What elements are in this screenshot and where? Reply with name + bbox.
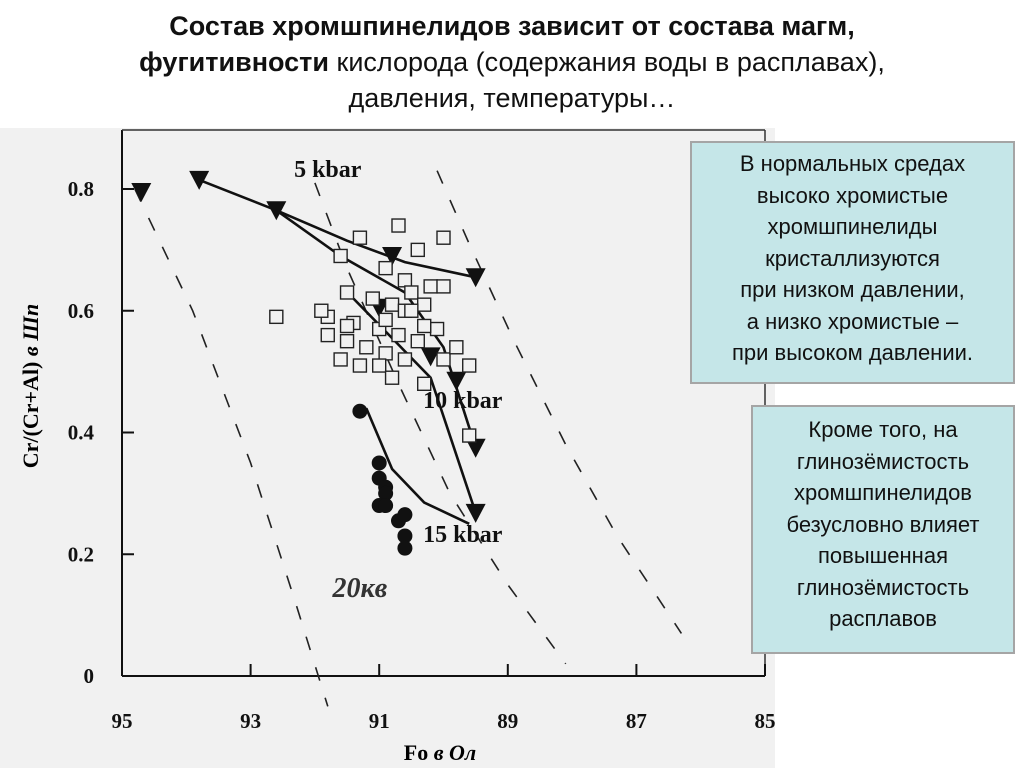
square-point — [341, 319, 354, 332]
square-point — [437, 353, 450, 366]
callout-2-line: повышенная — [818, 543, 948, 568]
square-point — [398, 353, 411, 366]
callout-1-line: кристаллизуются — [765, 245, 940, 271]
square-point — [386, 298, 399, 311]
callout-2-line: глинозёмистость — [796, 448, 970, 474]
callout-2-line: глинозёмистость — [796, 574, 970, 600]
square-point — [437, 280, 450, 293]
callout-1-line: В нормальных средах — [739, 151, 966, 176]
square-point — [315, 304, 328, 317]
triangle-point — [131, 183, 151, 202]
annotation-label: 5 kbar — [294, 156, 362, 183]
circle-point — [378, 498, 393, 513]
triangle-point — [266, 201, 286, 220]
y-tick-label: 0.8 — [67, 177, 94, 201]
square-point — [341, 335, 354, 348]
chart — [0, 128, 775, 768]
square-point — [334, 249, 347, 262]
x-axis-label — [404, 740, 476, 765]
square-point — [431, 323, 444, 336]
square-point — [411, 243, 424, 256]
dashed-isolines — [135, 171, 682, 707]
y-axis-label-suffix: в Шп — [18, 303, 43, 357]
x-tick-label: 85 — [754, 709, 775, 733]
callout-alumina — [751, 405, 1015, 654]
title-line-2: фугитивности кислорода (содержания воды в расплавах), — [139, 47, 885, 77]
square-point — [463, 359, 476, 372]
callout-2-line: хромшпинелидов — [794, 480, 972, 505]
dashed-isoline — [135, 189, 328, 706]
y-tick-label: 0 — [83, 664, 94, 688]
square-point — [450, 341, 463, 354]
circle-point — [372, 455, 387, 470]
square-point — [398, 274, 411, 287]
x-tick-label: 95 — [111, 709, 133, 733]
triangle-point — [466, 268, 486, 287]
square-point — [270, 310, 283, 323]
circle-point — [352, 404, 367, 419]
triangle-point — [189, 171, 209, 190]
circle-point — [397, 507, 412, 522]
y-tick-label: 0.6 — [67, 298, 94, 323]
y-axis-label — [18, 304, 43, 468]
x-tick-label: 87 — [625, 709, 647, 733]
square-point — [405, 304, 418, 317]
callout-1-line: хромшпинелиды — [767, 214, 938, 239]
annotation-label: 10 kbar — [423, 388, 503, 415]
square-point — [386, 371, 399, 384]
square-point — [379, 262, 392, 275]
square-point — [379, 347, 392, 360]
square-point — [334, 353, 347, 366]
x-tick-label: 93 — [240, 709, 262, 733]
callout-1-line: а низко хромистые – — [746, 308, 959, 334]
callout-2-line: расплавов — [829, 606, 937, 631]
data-points — [131, 171, 485, 556]
axis-ticks — [68, 177, 775, 733]
y-tick-label: 0.4 — [67, 420, 94, 445]
callout-normal-settings — [690, 141, 1015, 384]
square-point — [379, 313, 392, 326]
callout-1-line: при низком давлении, — [740, 277, 965, 302]
y-tick-label: 0.2 — [67, 542, 94, 567]
annotation-label: 15 kbar — [423, 522, 503, 549]
slide-title — [10, 8, 1014, 116]
square-point — [405, 286, 418, 299]
square-point — [373, 359, 386, 372]
title-line-1: Состав хромшпинелидов зависит от состава магм, — [169, 11, 855, 41]
x-tick-label: 91 — [368, 709, 390, 733]
title-line-3: давления, температуры… — [348, 83, 676, 113]
square-point — [341, 286, 354, 299]
square-point — [463, 429, 476, 442]
x-axis-label-suffix: в Ол — [433, 740, 477, 765]
square-point — [411, 335, 424, 348]
x-tick-label: 89 — [497, 709, 519, 733]
annotation-label: 20кв — [332, 572, 388, 604]
callout-1-line: при высоком давлении. — [731, 340, 974, 365]
square-point — [366, 292, 379, 305]
square-point — [418, 298, 431, 311]
y-axis-label-main: Cr/(Cr+Al) — [18, 356, 43, 469]
square-point — [353, 359, 366, 372]
square-point — [392, 219, 405, 232]
square-point — [321, 329, 334, 342]
square-point — [418, 319, 431, 332]
callout-1-line: высоко хромистые — [756, 182, 949, 208]
triangle-point — [466, 504, 486, 523]
square-point — [392, 329, 405, 342]
x-axis-label-main: Fo — [403, 740, 434, 765]
square-point — [424, 280, 437, 293]
square-point — [360, 341, 373, 354]
callout-2-line: Кроме того, на — [808, 417, 958, 442]
square-point — [437, 231, 450, 244]
callout-2-line: безусловно влияет — [786, 511, 980, 537]
circle-point — [397, 541, 412, 556]
square-point — [353, 231, 366, 244]
